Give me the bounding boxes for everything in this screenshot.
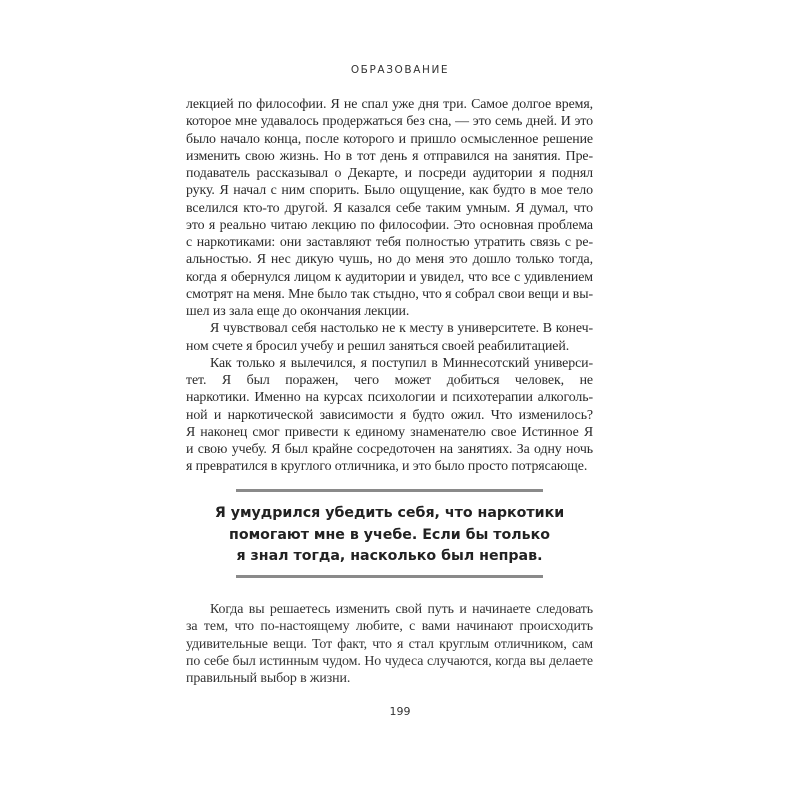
text-line: это я реально читаю лекцию по философии. Это основная проблема (186, 217, 593, 233)
text-line: ной и наркотической зависимости я будто ожил. Что изменилось? (186, 407, 593, 423)
text-line: я превратился в круглого отличника, и это было просто потрясающе. (186, 459, 588, 475)
pull-quote-line: я знал тогда, насколько был неправ. (236, 548, 543, 564)
text-line: по себе был истинным чудом. Но чудеса случаются, когда вы делаете (186, 653, 593, 669)
body-text-top (186, 96, 593, 476)
text-line: когда я обернулся лицом к аудитории и увидел, что все с удивлением (186, 269, 593, 285)
text-line: альностью. Я нес дикую чушь, но до меня это дошло только тогда, (186, 252, 593, 268)
text-line: смотрят на меня. Мне было так стыдно, что я собрал свои вещи и вы- (186, 286, 593, 302)
text-line: наркотики. Именно на курсах психологии и психотерапии алкоголь- (186, 390, 593, 406)
text-line: руку. Я начал с ним спорить. Было ощущение, как будто в мое тело (186, 183, 593, 199)
text-line: лекцией по философии. Я не спал уже дня три. Самое долгое время, (186, 97, 593, 112)
text-line: Как только я вылечился, я поступил в Миннесотский универси- (210, 355, 593, 371)
text-line: Я наконец смог привести к единому знаменателю свое Истинное Я (186, 424, 593, 440)
text-line: Когда вы решаетесь изменить свой путь и начинаете следовать (210, 602, 593, 617)
text-line: вселился кто-то другой. Я казался себе таким умным. Я думал, что (186, 200, 593, 216)
pull-quote-bottom-rule (236, 575, 543, 578)
body-text-bottom (186, 601, 593, 687)
pull-quote-line: Я умудрился убедить себя, что наркотики (214, 505, 565, 521)
text-line: правильный выбор в жизни. (186, 671, 351, 686)
text-line: подаватель рассказывал о Декарте, и посреди аудитории я поднял (186, 166, 593, 181)
text-line: удивительные вещи. Тот факт, что я стал круглым отличником, сам (186, 636, 593, 652)
pull-quote (186, 503, 593, 568)
running-header: ОБРАЗОВАНИЕ (350, 64, 450, 76)
text-line: изменить свою жизнь. Но в тот день я отправился на занятия. Пре- (186, 148, 593, 164)
pull-quote-line: помогают мне в учебе. Если бы только (229, 526, 550, 543)
text-line: шел из зала еще до окончания лекции. (186, 304, 410, 319)
text-line: было начало конца, после которого и пришло осмысленное решение (186, 131, 593, 147)
page-number: 199 (389, 705, 411, 718)
text-line: с наркотиками: они заставляют тебя полностью утратить связь с ре- (186, 235, 593, 250)
text-line: Я чувствовал себя настолько не к месту в университете. В конеч- (210, 321, 593, 337)
pull-quote-top-rule (236, 489, 543, 492)
text-line: ном счете я бросил учебу и решил заняться своей реабилитацией. (186, 338, 570, 354)
text-line: которое мне удавалось продержаться без сна, — это семь дней. И это (186, 114, 593, 130)
text-line: тет. Я был поражен, чего может добиться человек, не (186, 373, 593, 388)
text-line: и свою учебу. Я был крайне сосредоточен на занятиях. За одну ночь (186, 442, 593, 457)
text-line: за тем, что по-настоящему любите, с вами начинают происходить (186, 619, 593, 635)
